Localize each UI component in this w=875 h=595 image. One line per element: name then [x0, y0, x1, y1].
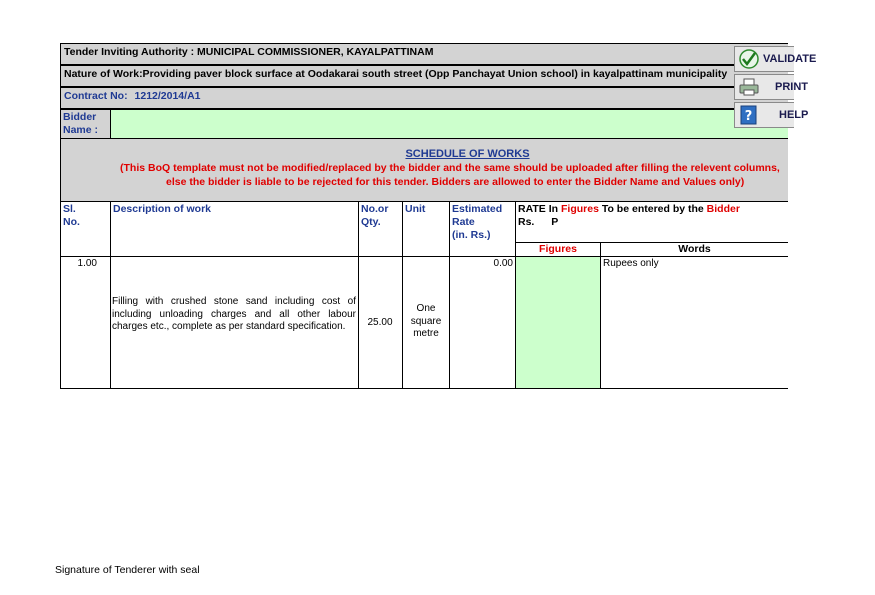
printer-icon	[738, 77, 760, 97]
help-book-icon	[738, 105, 760, 125]
rate-prefix: RATE In	[518, 203, 561, 215]
col-header-rate	[516, 202, 788, 230]
row-sl: 1.00	[77, 258, 97, 269]
col-line-6	[600, 242, 601, 389]
col-header-description: Description of work	[113, 203, 212, 215]
col-header-words: Words	[678, 243, 711, 255]
col-header-unit: Unit	[405, 203, 426, 215]
authority-text: Tender Inviting Authority : MUNICIPAL COMMISSIONER, KAYALPATTINAM	[64, 46, 434, 58]
bidder-label	[61, 110, 109, 138]
bidder-name-input[interactable]	[110, 110, 788, 138]
header-bottom-line	[60, 256, 788, 257]
row-unit: One square metre	[410, 303, 442, 339]
validate-label: VALIDATE	[763, 53, 817, 65]
schedule-note-line1: (This BoQ template must not be modified/replaced by the bidder and the same should be uploaded after filling the relevent columns,	[120, 162, 780, 174]
col-header-figures	[516, 243, 600, 256]
bidder-label-line2: Name :	[63, 124, 99, 136]
authority-bar	[60, 43, 788, 65]
col-header-sl	[61, 202, 109, 230]
rate-p: P	[551, 216, 559, 228]
row-words: Rupees only	[603, 258, 659, 269]
validate-button[interactable]	[734, 46, 817, 72]
row-qty: 25.00	[367, 317, 393, 328]
col-header-qty-2: Qty.	[361, 216, 381, 228]
contract-number: 1212/2014/A1	[134, 90, 201, 102]
schedule-title: SCHEDULE OF WORKS	[405, 148, 530, 160]
bidder-label-line1: Bidder	[63, 111, 97, 123]
nature-of-work-text: Nature of Work:Providing paver block surface at Oodakarai south street (Opp Panchayat Union school) in kayalpattinam municipality	[64, 68, 728, 80]
col-header-qty	[359, 202, 401, 230]
col-header-est-2: Rate	[452, 216, 475, 228]
nature-of-work-bar	[60, 65, 788, 87]
help-button[interactable]	[734, 102, 809, 128]
col-header-sl-1: Sl.	[63, 203, 76, 215]
row-description: Filling with crushed stone sand including cost of including unloading charges and all other labour charges etc., complete as per standard specification.	[112, 296, 356, 332]
col-header-qty-1: No.or	[361, 203, 389, 215]
col-header-sl-2: No.	[63, 216, 80, 228]
rate-rs: Rs.	[518, 216, 535, 228]
print-button[interactable]	[734, 74, 808, 100]
print-label: PRINT	[775, 81, 808, 93]
signature-text: Signature of Tenderer with seal	[55, 564, 200, 576]
row-figures-input[interactable]	[516, 257, 600, 388]
svg-text:?: ?	[744, 109, 753, 124]
rate-bidder-word: Bidder	[706, 203, 740, 215]
col-header-figures-text: Figures	[539, 243, 577, 255]
contract-label: Contract No:	[64, 90, 128, 102]
col-header-est-3: (in. Rs.)	[452, 229, 491, 241]
rate-middle: To be entered by the	[598, 203, 707, 215]
schedule-note-clip-2	[60, 176, 788, 188]
col-line-1	[110, 201, 111, 389]
help-label: HELP	[779, 109, 809, 121]
row-estimated-rate: 0.00	[493, 258, 513, 269]
col-header-est-1: Estimated	[452, 203, 503, 215]
contract-bar	[60, 87, 788, 109]
col-header-estimated-rate	[450, 202, 514, 243]
col-line-3	[402, 201, 403, 389]
schedule-note-clip	[60, 162, 788, 174]
rate-figures-word: Figures	[560, 203, 599, 215]
schedule-note-line2: else the bidder is liable to be rejected for this tender. Bidders are allowed to enter the Bidder Name and Values only)	[166, 176, 745, 188]
checkmark-icon	[738, 49, 760, 69]
